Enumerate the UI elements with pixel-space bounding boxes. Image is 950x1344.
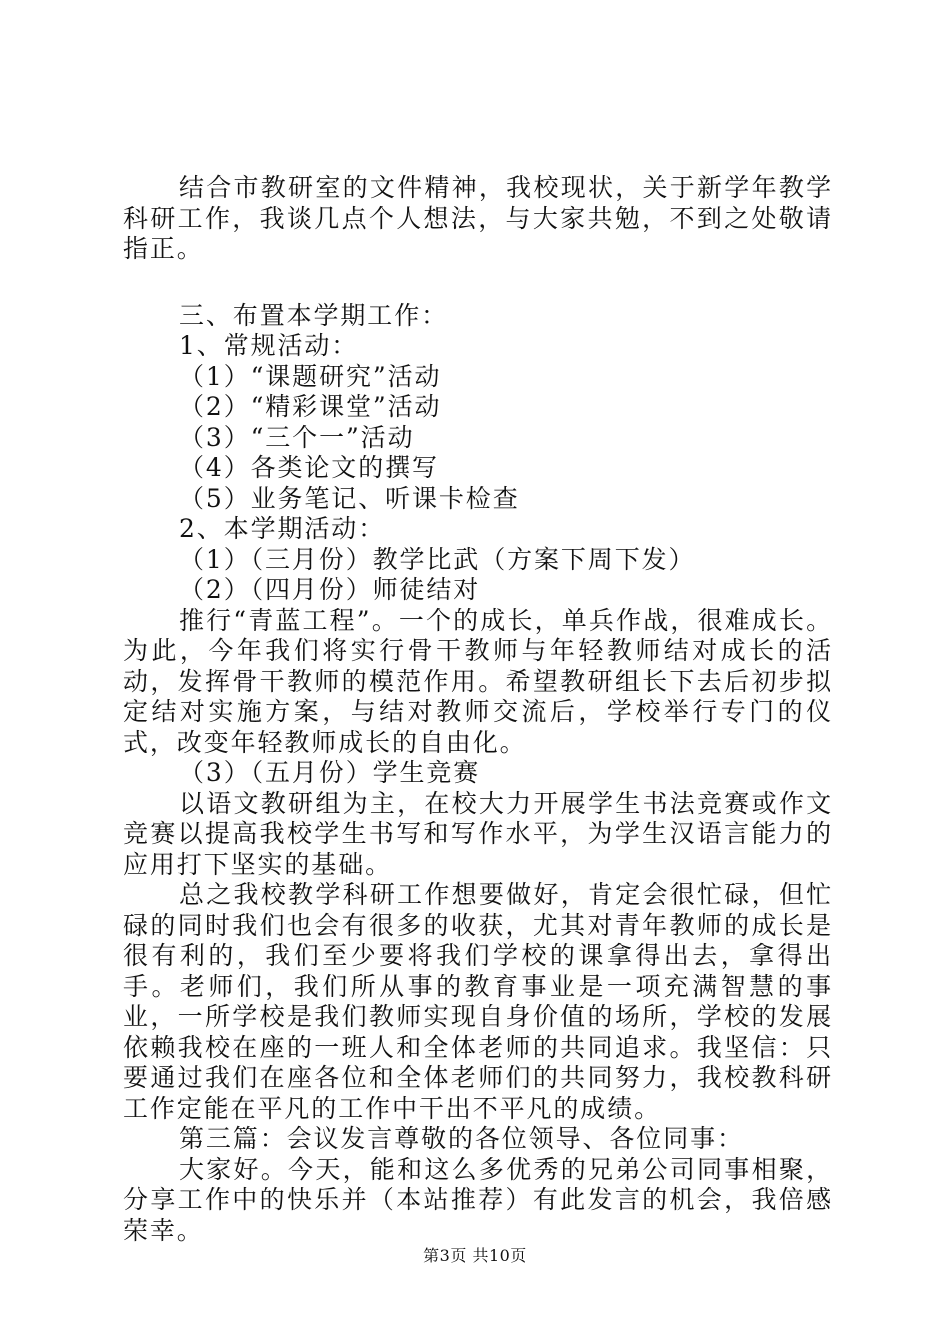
term-item-3: （3）（五月份）学生竞赛 [179, 758, 481, 787]
part-three-heading: 第三篇：会议发言尊敬的各位领导、各位同事： [179, 1124, 744, 1153]
term-item-3-body: 以语文教研组为主，在校大力开展学生书法竞赛或作文竞赛以提高我校学生书写和写作水平，为学生汉语言能力的应用打下坚实的基础。 [123, 788, 833, 879]
term-item-1: （1）（三月份）教学比武（方案下周下发） [179, 544, 696, 574]
paragraph-gap [123, 265, 833, 301]
part-three-body: 大家好。今天，能和这么多优秀的兄弟公司同事相聚，分享工作中的快乐并（本站推荐）有此发言的机会，我倍感荣幸。 [123, 1154, 833, 1245]
page-footer [0, 1243, 950, 1266]
term-item-2: （2）（四月份）师徒结对 [179, 575, 481, 604]
routine-item-2: （2）“精彩课堂”活动 [179, 392, 442, 421]
term-item-2-body: 推行“青蓝工程”。一个的成长，单兵作战，很难成长。为此，今年我们将实行骨干教师与年轻教师结对成长的活动，发挥骨干教师的模范作用。希望教研组长下去后初步拟定结对实施方案，与结对教师交流后，学校举行专门的仪式，改变年轻教师成长的自由化。 [123, 605, 833, 757]
term-activities-heading: 2、本学期活动： [179, 514, 386, 543]
routine-item-5: （5）业务笔记、听课卡检查 [179, 483, 520, 513]
conclusion-paragraph: 总之我校教学科研工作想要做好，肯定会很忙碌，但忙碌的同时我们也会有很多的收获，尤其对青年教师的成长是很有利的，我们至少要将我们学校的课拿得出去，拿得出手。老师们，我们所从事的教育事业是一项充满智慧的事业，一所学校是我们教师实现自身价值的场所，学校的发展依赖我校在座的一班人和全体老师的共同追求。我坚信：只要通过我们在座各位和全体老师们的共同努力，我校教科研工作定能在平凡的工作中干出不平凡的成绩。 [123, 880, 833, 1123]
routine-item-3: （3）“三个一”活动 [179, 422, 415, 452]
routine-activities-heading: 1、常规活动： [179, 331, 359, 360]
page-indicator: 第3页 共10页 [423, 1246, 527, 1265]
intro-paragraph: 结合市教研室的文件精神，我校现状，关于新学年教学科研工作，我谈几点个人想法，与大家共勉，不到之处敬请指正。 [123, 173, 833, 263]
section-three-heading: 三、布置本学期工作： [179, 300, 449, 330]
routine-item-1: （1）“课题研究”活动 [179, 361, 442, 391]
routine-item-4: （4）各类论文的撰写 [179, 453, 439, 482]
document-body [123, 173, 833, 1246]
